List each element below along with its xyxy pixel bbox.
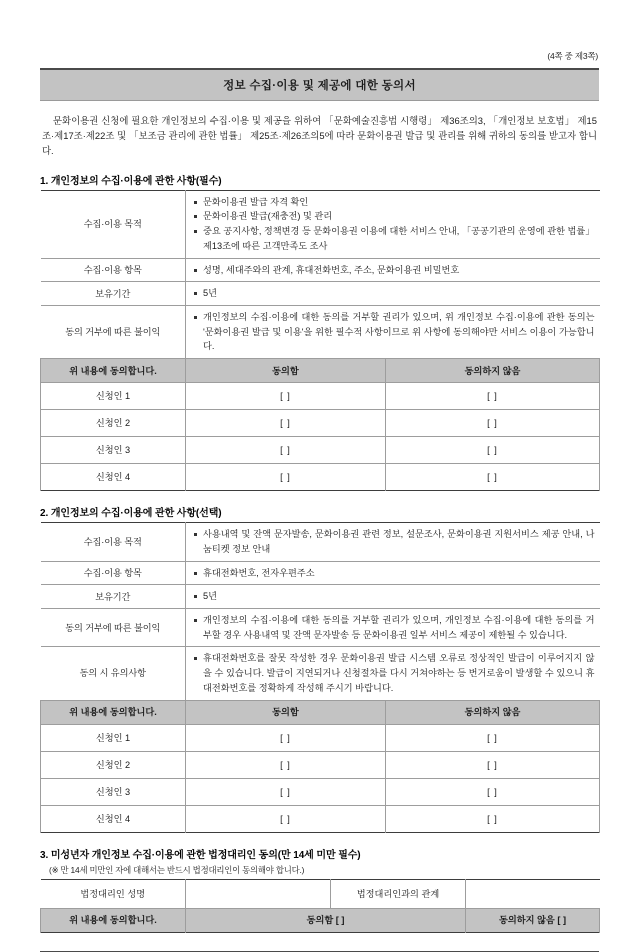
disagree-checkbox[interactable]: [ ] xyxy=(386,410,600,437)
row-value xyxy=(186,523,600,561)
row-label: 동의 거부에 따른 불이익 xyxy=(41,306,186,359)
row-label: 수집·이용 항목 xyxy=(41,561,186,585)
row-value xyxy=(186,647,600,700)
table-row xyxy=(41,282,600,306)
intro-paragraph xyxy=(40,113,599,159)
agree-checkbox[interactable]: [ ] xyxy=(186,410,386,437)
row-value xyxy=(186,306,600,359)
guardian-relation-label: 법정대리인과의 관계 xyxy=(331,879,466,908)
table-row xyxy=(41,609,600,647)
row-label: 보유기간 xyxy=(41,282,186,306)
footer-divider xyxy=(40,951,599,952)
disagree-checkbox[interactable]: [ ] xyxy=(386,383,600,410)
list-item: 사용내역 및 잔액 문자발송, 문화이용권 관련 정보, 설문조사, 문화이용권 지원서비스 제공 안내, 나눔티켓 정보 안내 xyxy=(194,527,595,556)
list-item: 휴대전화번호를 잘못 작성한 경우 문화이용권 발급 시스템 오류로 정상적인 발급이 이루어지지 않을 수 있습니다. 발급이 지연되거나 신청절차를 다시 거쳐야하는 등 번거로움이 발생할 수 있으니 휴대전화번호를 정확하게 작성해 주시기 바랍니다. xyxy=(194,651,595,695)
guardian-disagree-option[interactable]: 동의하지 않음 [ ] xyxy=(466,908,600,932)
list-item: 개인정보의 수집·이용에 대한 동의를 거부할 권리가 있으며, 위 개인정보 수집·이용에 관한 동의는 '문화이용권 발급 및 이용'을 위한 필수적 사항이므로 위 사항에 동의해야만 서비스 이용이 가능합니다. xyxy=(194,310,595,354)
table-row xyxy=(41,383,600,410)
agreement-header-row xyxy=(41,359,600,383)
disagree-checkbox[interactable]: [ ] xyxy=(386,751,600,778)
row-value xyxy=(186,190,600,258)
list-item: 5년 xyxy=(194,286,595,301)
agree-checkbox[interactable]: [ ] xyxy=(186,464,386,491)
applicant-label: 신청인 3 xyxy=(41,778,186,805)
list-item: 중요 공지사항, 정책변경 등 문화이용권 이용에 대한 서비스 안내, 「공공기관의 운영에 관한 법률」 제13조에 따른 고객만족도 조사 xyxy=(194,224,595,253)
row-label: 수집·이용 항목 xyxy=(41,258,186,282)
agreement-question-label: 위 내용에 동의합니다. xyxy=(41,359,186,383)
row-value xyxy=(186,561,600,585)
list-item: 성명, 세대주와의 관계, 휴대전화번호, 주소, 문화이용권 비밀번호 xyxy=(194,263,595,278)
disagree-column-header: 동의하지 않음 xyxy=(386,700,600,724)
disagree-checkbox[interactable]: [ ] xyxy=(386,464,600,491)
applicant-label: 신청인 2 xyxy=(41,410,186,437)
page-indicator: (4쪽 중 제3쪽) xyxy=(547,51,598,61)
table-row xyxy=(41,751,600,778)
table-row xyxy=(41,585,600,609)
list-item: 문화이용권 발급(재충전) 및 관리 xyxy=(194,209,595,224)
guardian-name-input[interactable] xyxy=(186,879,331,908)
list-item: 개인정보의 수집·이용에 대한 동의를 거부할 권리가 있으며, 개인정보 수집·이용에 대한 동의를 거부할 경우 사용내역 및 잔액 문자발송 등 문화이용권 일부 서비스 제공이 제한될 수 있습니다. xyxy=(194,613,595,642)
applicant-label: 신청인 1 xyxy=(41,383,186,410)
table-row xyxy=(41,523,600,561)
section2-table xyxy=(40,522,600,832)
disagree-column-header: 동의하지 않음 xyxy=(386,359,600,383)
agreement-header-row xyxy=(41,908,600,932)
table-row xyxy=(41,805,600,832)
applicant-label: 신청인 1 xyxy=(41,724,186,751)
guardian-name-label: 법정대리인 성명 xyxy=(41,879,186,908)
agree-checkbox[interactable]: [ ] xyxy=(186,437,386,464)
applicant-label: 신청인 3 xyxy=(41,437,186,464)
table-row xyxy=(41,647,600,700)
guardian-relation-input[interactable] xyxy=(466,879,600,908)
table-row xyxy=(41,258,600,282)
row-label: 수집·이용 목적 xyxy=(41,190,186,258)
applicant-label: 신청인 4 xyxy=(41,464,186,491)
list-item: 휴대전화번호, 전자우편주소 xyxy=(194,566,595,581)
page-title: 정보 수집·이용 및 제공에 대한 동의서 xyxy=(223,80,416,92)
agree-checkbox[interactable]: [ ] xyxy=(186,751,386,778)
table-row xyxy=(41,879,600,908)
applicant-label: 신청인 4 xyxy=(41,805,186,832)
table-row xyxy=(41,190,600,258)
table-row xyxy=(41,410,600,437)
disagree-checkbox[interactable]: [ ] xyxy=(386,805,600,832)
row-value xyxy=(186,258,600,282)
intro-text: 문화이용권 신청에 필요한 개인정보의 수집·이용 및 제공을 위하여 「문화예술진흥법 시행령」 제36조의3, 「개인정보 보호법」 제15조·제17조·제22조 및 「보조금 관리에 관한 법률」 제25조·제26조의5에 따라 문화이용권 발급 및 관리를 위해 귀하의 동의를 받고자 합니다. xyxy=(42,115,597,157)
agreement-question-label: 위 내용에 동의합니다. xyxy=(41,908,186,932)
agree-checkbox[interactable]: [ ] xyxy=(186,778,386,805)
row-label: 보유기간 xyxy=(41,585,186,609)
applicant-label: 신청인 2 xyxy=(41,751,186,778)
row-value xyxy=(186,585,600,609)
list-item: 5년 xyxy=(194,589,595,604)
document-title-band xyxy=(40,68,599,101)
row-label: 수집·이용 목적 xyxy=(41,523,186,561)
list-item: 문화이용권 발급 자격 확인 xyxy=(194,195,595,210)
table-row xyxy=(41,778,600,805)
section1-heading: 1. 개인정보의 수집·이용에 관한 사항(필수) xyxy=(40,175,222,187)
section3-subnote: (※ 만 14세 미만인 자에 대해서는 반드시 법정대리인이 동의해야 합니다.) xyxy=(49,864,305,875)
disagree-checkbox[interactable]: [ ] xyxy=(386,778,600,805)
row-label: 동의 거부에 따른 불이익 xyxy=(41,609,186,647)
table-row xyxy=(41,437,600,464)
agree-checkbox[interactable]: [ ] xyxy=(186,805,386,832)
disagree-checkbox[interactable]: [ ] xyxy=(386,724,600,751)
section2-heading: 2. 개인정보의 수집·이용에 관한 사항(선택) xyxy=(40,508,222,520)
row-label: 동의 시 유의사항 xyxy=(41,647,186,700)
table-row xyxy=(41,464,600,491)
disagree-checkbox[interactable]: [ ] xyxy=(386,437,600,464)
agree-checkbox[interactable]: [ ] xyxy=(186,383,386,410)
agree-column-header: 동의함 xyxy=(186,359,386,383)
row-value xyxy=(186,609,600,647)
agree-checkbox[interactable]: [ ] xyxy=(186,724,386,751)
table-row xyxy=(41,306,600,359)
agreement-header-row xyxy=(41,700,600,724)
row-value xyxy=(186,282,600,306)
table-row xyxy=(41,724,600,751)
section3-heading: 3. 미성년자 개인정보 수집·이용에 관한 법정대리인 동의(만 14세 미만 필수) xyxy=(40,849,361,861)
guardian-agree-option[interactable]: 동의함 [ ] xyxy=(186,908,466,932)
table-row xyxy=(41,561,600,585)
agree-column-header: 동의함 xyxy=(186,700,386,724)
section1-table xyxy=(40,190,600,491)
agreement-question-label: 위 내용에 동의합니다. xyxy=(41,700,186,724)
